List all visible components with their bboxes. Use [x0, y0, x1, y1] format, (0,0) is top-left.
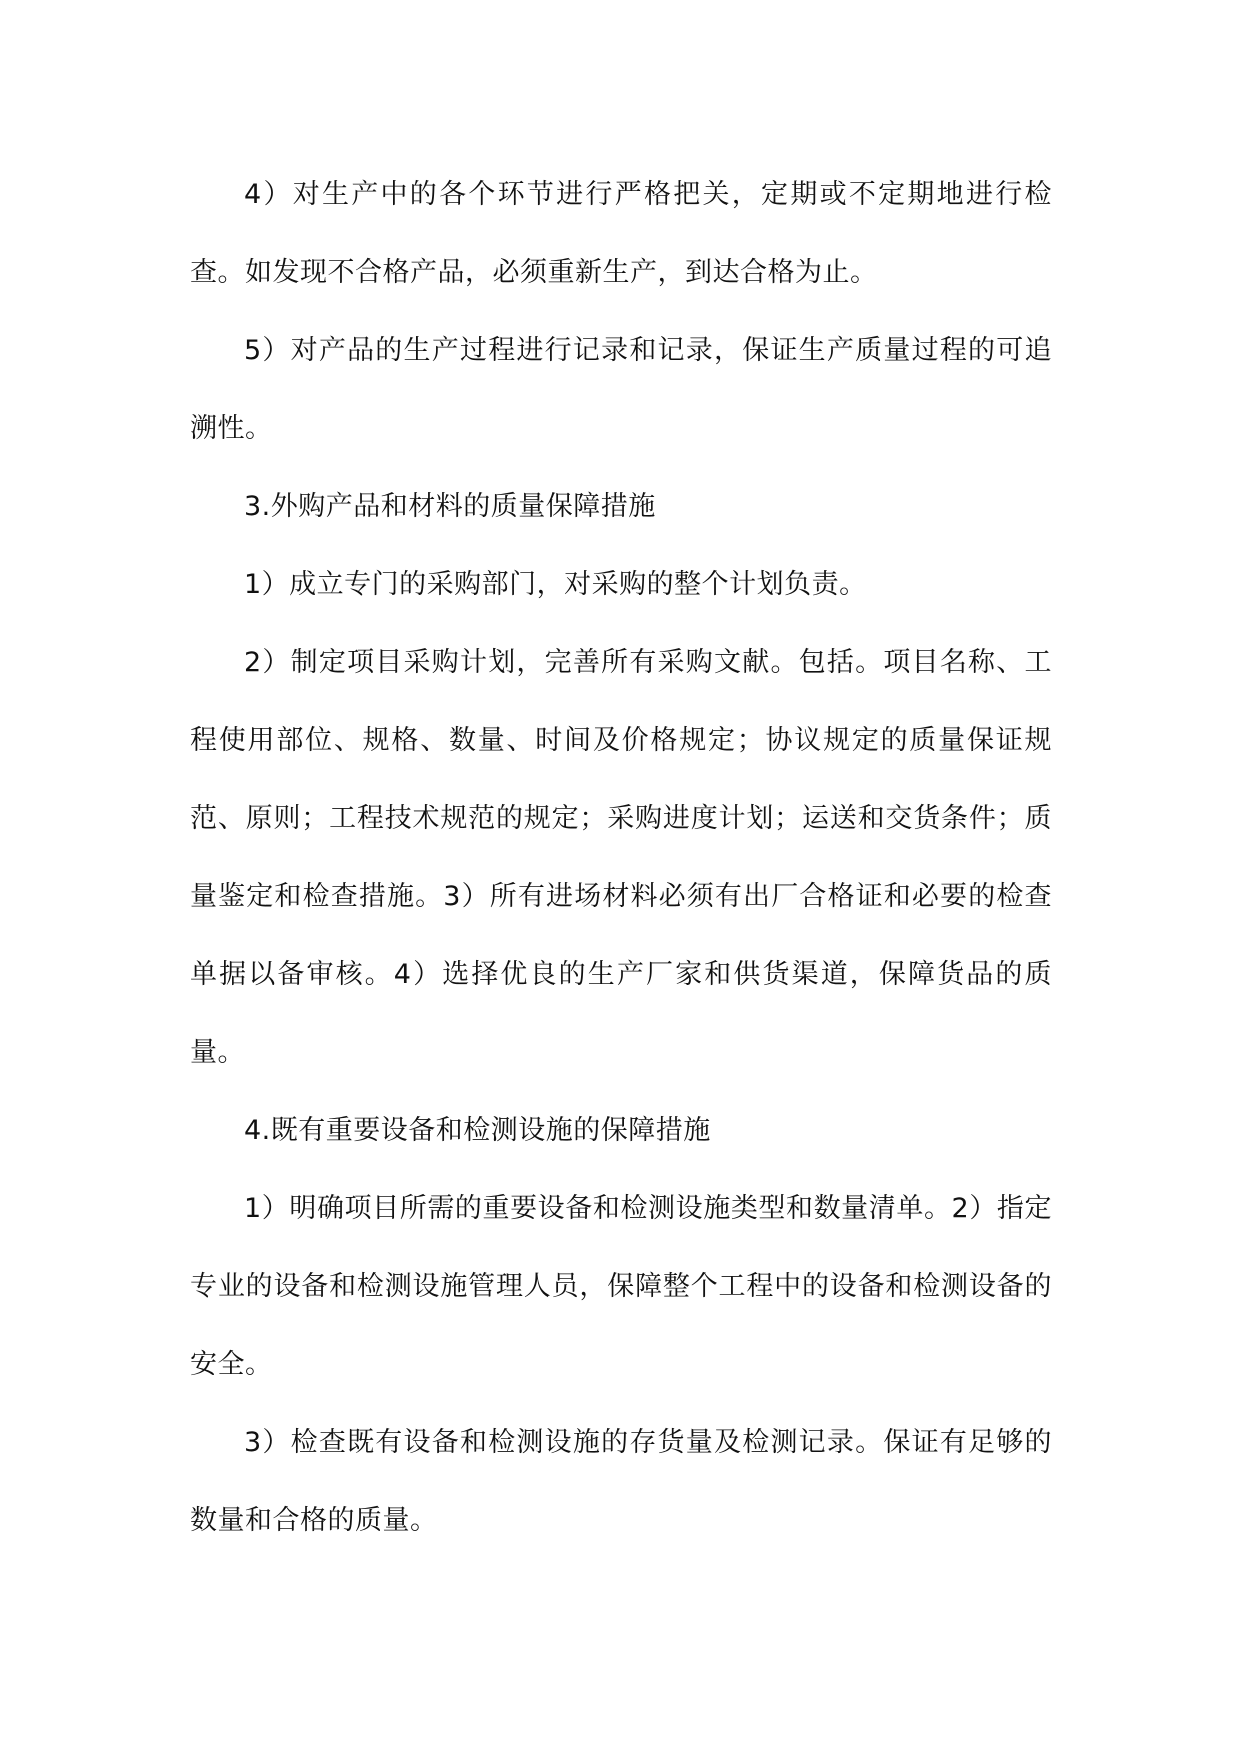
paragraph-2-purchasing-plan: 2）制定项目采购计划，完善所有采购文献。包括。项目名称、工程使用部位、规格、数量、时间及价格规定；协议规定的质量保证规范、原则；工程技术规范的规定；采购进度计划；运送和交货条件；质量鉴定和检查措施。3）所有进场材料必须有出厂合格证和必要的检查单据以备审核。4）选择优良的生产厂家和供货渠道，保障货品的质量。: [190, 647, 1052, 1068]
paragraph-3-equipment-inspection: 3）检查既有设备和检测设施的存货量及检测记录。保证有足够的数量和合格的质量。: [190, 1427, 1052, 1536]
document-page: [190, 156, 1052, 1560]
section-heading-equipment-facilities: 4.既有重要设备和检测设施的保障措施: [244, 1115, 711, 1146]
paragraph-4-production-control: 4）对生产中的各个环节进行严格把关，定期或不定期地进行检查。如发现不合格产品，必须重新生产，到达合格为止。: [190, 179, 1052, 288]
paragraph-1-equipment-list: 1）明确项目所需的重要设备和检测设施类型和数量清单。2）指定专业的设备和检测设施管理人员，保障整个工程中的设备和检测设备的安全。: [190, 1193, 1052, 1380]
paragraph-1-purchasing-department: 1）成立专门的采购部门，对采购的整个计划负责。: [244, 569, 867, 600]
paragraph-5-production-record: 5）对产品的生产过程进行记录和记录，保证生产质量过程的可追溯性。: [190, 335, 1052, 444]
section-heading-purchased-materials: 3.外购产品和材料的质量保障措施: [244, 491, 656, 522]
